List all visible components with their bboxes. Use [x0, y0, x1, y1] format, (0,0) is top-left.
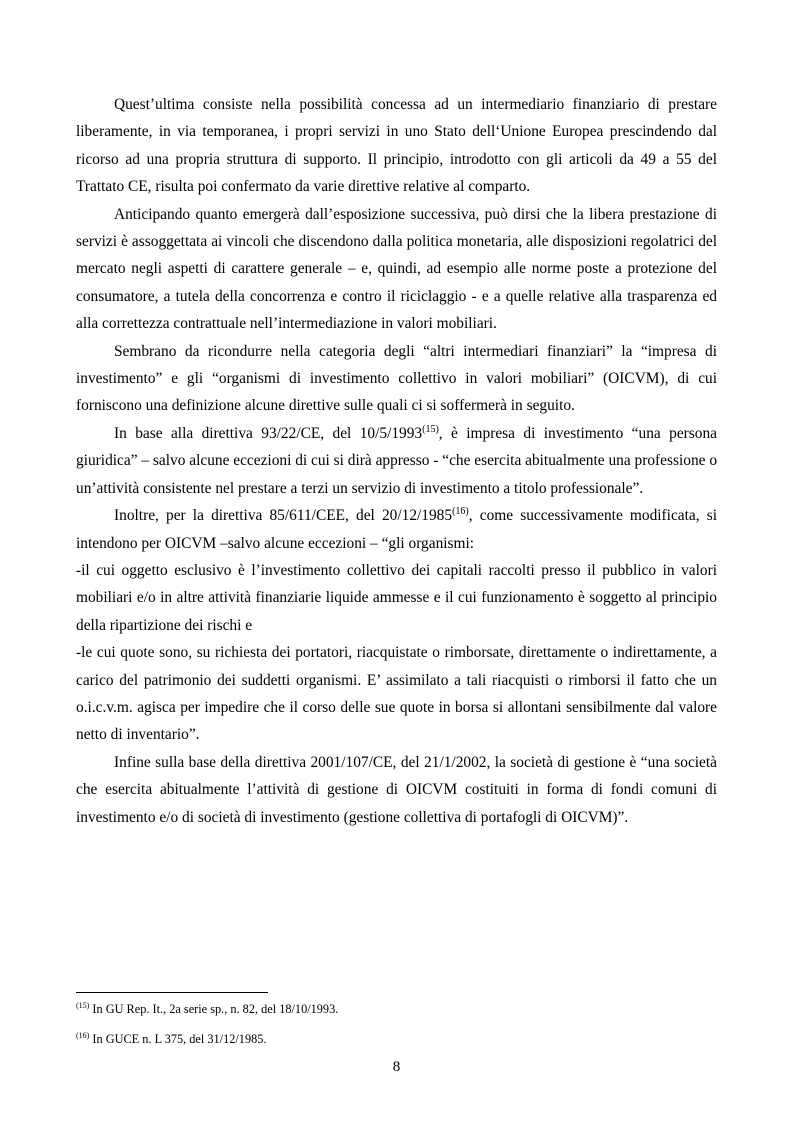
footnote-16: [76, 1031, 266, 1047]
footnote-15: [76, 1001, 338, 1017]
paragraph-management-company: Infine sulla base della direttiva 2001/107/CE, del 21/1/2002, la società di gestione è “una società che esercita abitualmente l’attività di gestione di OICVM costituiti in forma di fondi comuni di investimento e/o di società di investimento (gestione collettiva di portafogli di OICVM)”.: [76, 753, 717, 826]
list-item-redeemable-units: -le cui quote sono, su richiesta dei portatori, riacquistate o rimborsate, direttamente o indirettamente, a carico del patrimonio dei suddetti organismi. E’ assimilato a tali riacquisti o rimborsi il fatto che un o.i.c.v.m. agisca per impedire che il corso delle sue quote in borsa si allontani sensibilmente dal valore netto di inventario”.: [76, 644, 717, 744]
paragraph-text-before-note: Inoltre, per la direttiva 85/611/CEE, del 20/12/1985: [114, 507, 453, 525]
paragraph-other-intermediaries: Sembrano da ricondurre nella categoria degli “altri intermediari finanziari” la “impresa di investimento” e gli “organismi di investimento collettivo in valori mobiliari” (OICVM), di cui forniscono una definizione alcune direttive sulle quali ci si soffermerà in seguito.: [76, 342, 717, 415]
footnote-text: In GU Rep. It., 2a serie sp., n. 82, del 18/10/1993.: [89, 1002, 339, 1016]
paragraph-free-provision-definition: Quest’ultima consiste nella possibilità concessa ad un intermediario finanziario di prestare liberamente, in via temporanea, i propri servizi in uno Stato dell‘Unione Europea prescindendo dal ricorso ad una propria struttura di supporto. Il principio, introdotto con gli articoli da 49 a 55 del Trattato CE, risulta poi confermato da varie direttive relative al comparto.: [76, 96, 717, 196]
footnote-mark: (16): [76, 1031, 90, 1040]
footnote-text: In GUCE n. L 375, del 31/12/1985.: [89, 1032, 267, 1046]
paragraph-constraints: Anticipando quanto emergerà dall’esposizione successiva, può dirsi che la libera prestazione di servizi è assoggettata ai vincoli che discendono dalla politica monetaria, alle disposizioni regolatrici del mercato negli aspetti di carattere generale – e, quindi, ad esempio alle norme poste a protezione del consumatore, a tutela della concorrenza e contro il riciclaggio - e a quelle relative alla trasparenza ed alla correttezza contrattuale nell’intermediazione in valori mobiliari.: [76, 205, 717, 333]
footnote-reference-16: (16): [452, 506, 469, 518]
footnote-mark: (15): [76, 1001, 90, 1010]
paragraph-oicvm-directive: [76, 502, 717, 557]
paragraph-text-after-note: , è impresa di investimento “una persona giuridica” – salvo alcune eccezioni di cui si dirà appresso - “che esercita abitualmente una professione o un’attività consistente nel prestare a terzi un servizio di investimento a titolo professionale”.: [76, 424, 718, 497]
paragraph-investment-firm: [76, 420, 717, 502]
body-text: [76, 91, 717, 831]
paragraph-text-before-note: In base alla direttiva 93/22/CE, del 10/5/1993: [114, 424, 423, 442]
paragraph-text-after-note: , come successivamente modificata, si intendono per OICVM –salvo alcune eccezioni – “gli organismi:: [76, 507, 717, 552]
list-item-exclusive-object: -il cui oggetto esclusivo è l’investimento collettivo dei capitali raccolti presso il pubblico in valori mobiliari e/o in altre attività finanziarie liquide ammesse e il cui funzionamento è soggetto al principio della ripartizione dei rischi e: [76, 561, 717, 634]
footnote-reference-15: (15): [422, 423, 439, 435]
footnote-divider: [76, 992, 268, 993]
page-number: 8: [392, 1059, 401, 1075]
